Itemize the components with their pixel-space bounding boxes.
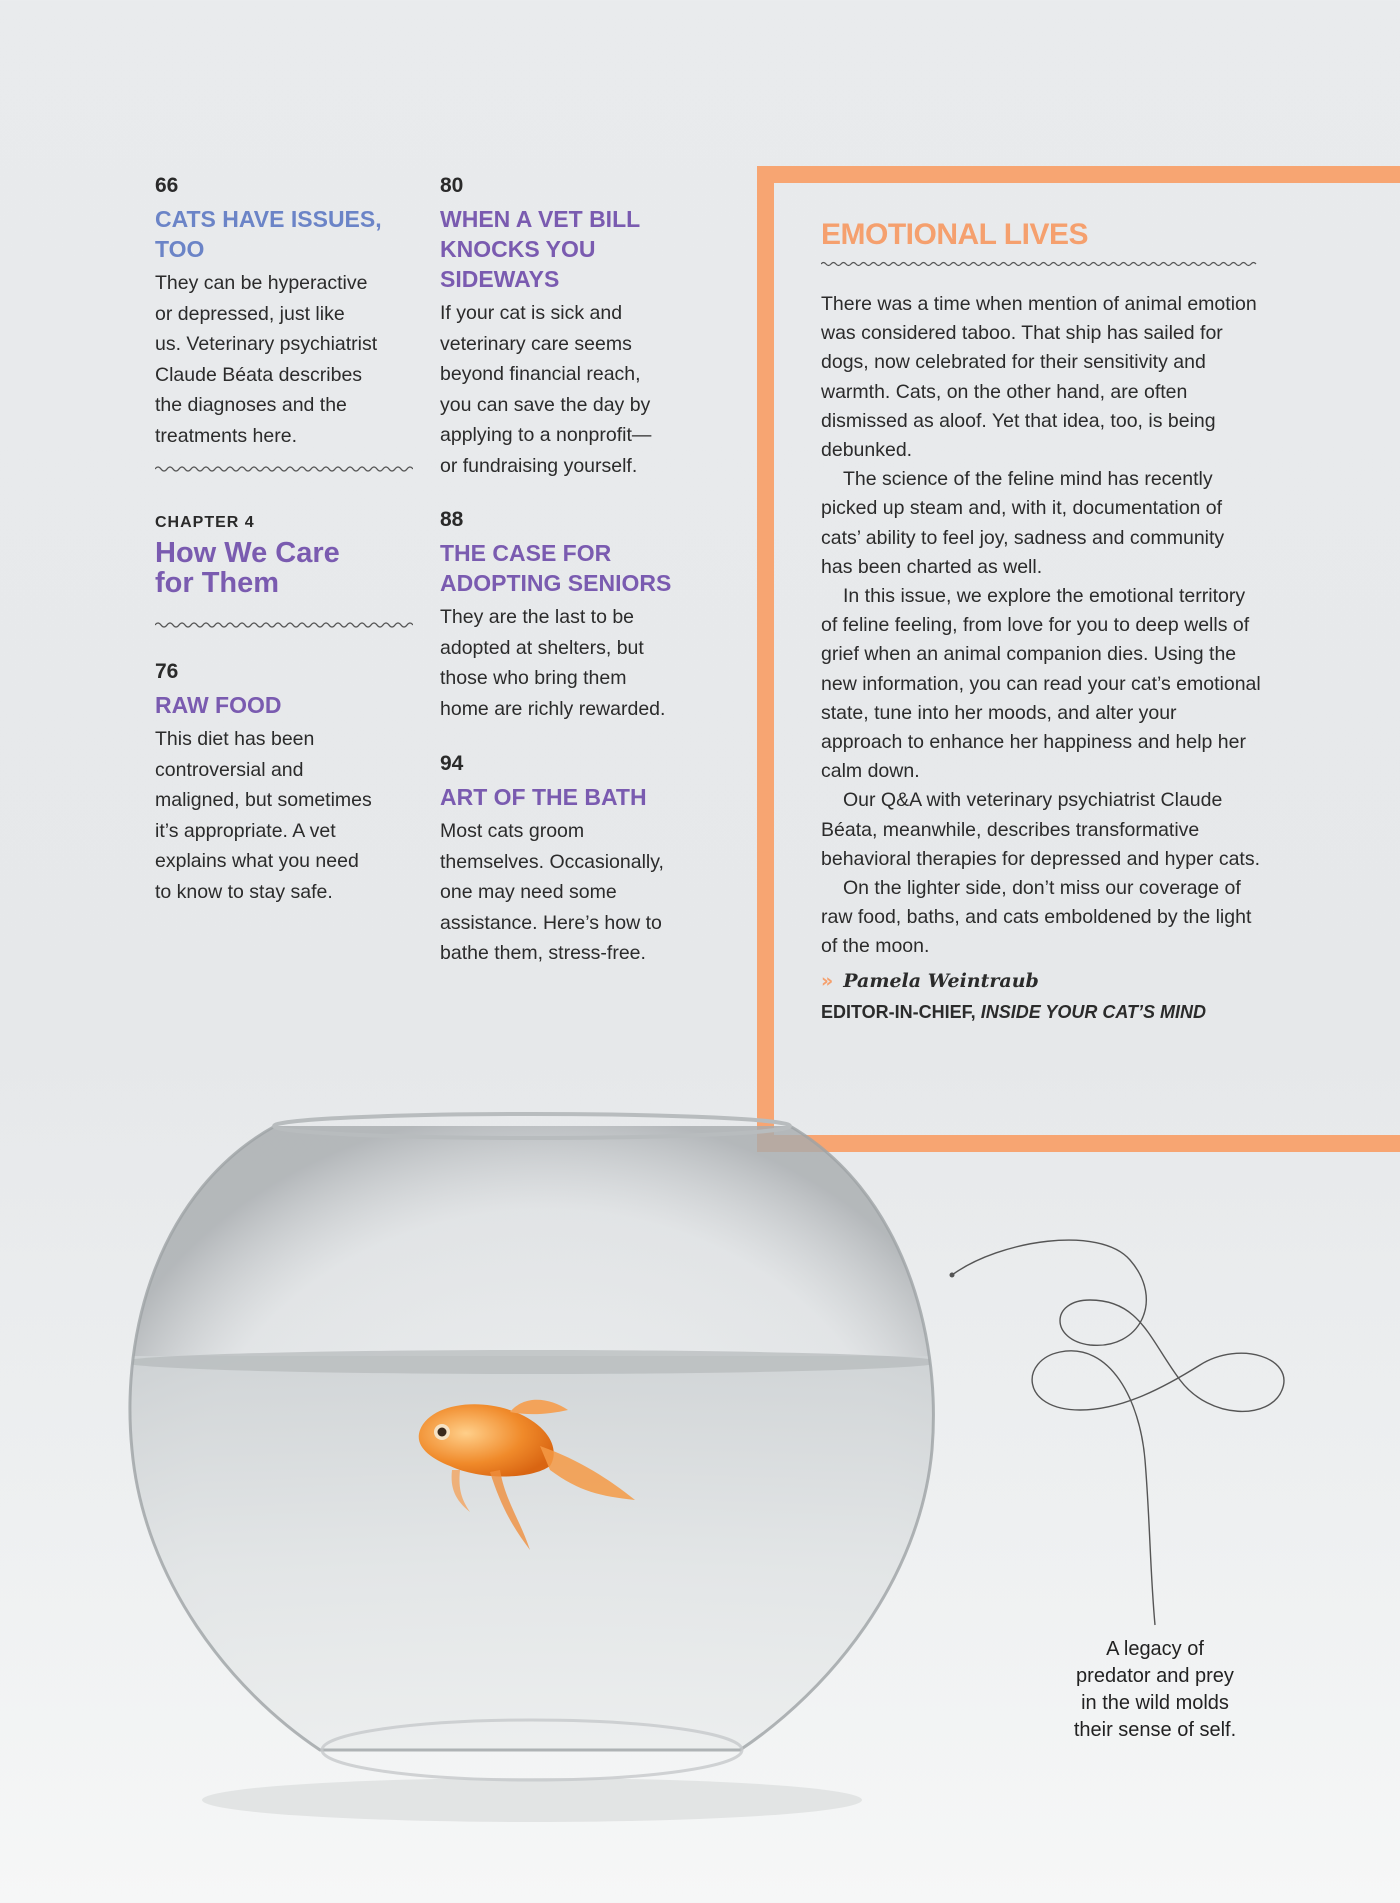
- entry-description: They can be hyperactive or depressed, just like us. Veterinary psychiatrist Claude Béata describes the diagnoses and the treatments here.: [155, 272, 378, 447]
- entry-description: They are the last to be adopted at shelters, but those who bring them home are richly rewarded.: [440, 606, 666, 720]
- entry-title: ART OF THE BATH: [440, 784, 647, 810]
- signature: [821, 970, 1261, 992]
- toc-entry-76[interactable]: [155, 660, 415, 907]
- image-caption: A legacy of predator and prey in the wild molds their sense of self.: [1073, 1638, 1237, 1741]
- editorial-paragraph: In this issue, we explore the emotional territory of feline feeling, from love for you to deep wells of grief when an animal companion dies. Using the new information, you can read your cat’s emotional state, tune into her moods, and alter your approach to enhance her happiness and help her calm down.: [821, 585, 1261, 783]
- entry-title: RAW FOOD: [155, 692, 282, 718]
- wavy-divider: [155, 620, 413, 630]
- signature-name: Pamela Weintraub: [843, 969, 1039, 992]
- entry-description: If your cat is sick and veterinary care seems beyond financial reach, you can save the day by applying to a nonprofit— or fundraising yourself.: [440, 302, 652, 477]
- editorial-title: EMOTIONAL LIVES: [821, 218, 1088, 251]
- wavy-divider: [821, 260, 1269, 268]
- entry-title: THE CASE FOR ADOPTING SENIORS: [440, 540, 672, 596]
- entry-title: WHEN A VET BILL KNOCKS YOU SIDEWAYS: [440, 206, 641, 292]
- editorial-paragraph: Our Q&A with veterinary psychiatrist Claude Béata, meanwhile, describes transformative behavioral therapies for depressed and hyper cats.: [821, 789, 1261, 870]
- page-number: 66: [155, 174, 179, 197]
- editorial-paragraph: The science of the feline mind has recently picked up steam and, with it, documentation of cats’ ability to feel joy, sadness and community has been charted as well.: [821, 468, 1225, 578]
- entry-description: This diet has been controversial and maligned, but sometimes it’s appropriate. A vet explains what you need to know to stay safe.: [155, 728, 372, 903]
- editorial-paragraph: There was a time when mention of animal emotion was considered taboo. That ship has sailed for dogs, now celebrated for their sensitivity and warmth. Cats, on the other hand, are often dismissed as aloof. Yet that idea, too, is being debunked.: [821, 293, 1257, 462]
- chapter-label: CHAPTER 4: [155, 514, 255, 531]
- toc-entry-66[interactable]: [155, 174, 415, 451]
- toc-entry-80[interactable]: [440, 174, 710, 481]
- signature-role: EDITOR-IN-CHIEF, INSIDE YOUR CAT’S MIND: [821, 1001, 1207, 1022]
- goldfish-bowl-image: [120, 1110, 970, 1830]
- entry-title: CATS HAVE ISSUES, TOO: [155, 206, 382, 262]
- editorial-body: [821, 290, 1261, 962]
- page-number: 80: [440, 174, 464, 197]
- page-number: 76: [155, 660, 179, 683]
- chapter-heading: [155, 514, 340, 598]
- editorial-paragraph: On the lighter side, don’t miss our coverage of raw food, baths, and cats emboldened by the light of the moon.: [821, 877, 1252, 958]
- toc-entry-94[interactable]: [440, 752, 710, 969]
- chevron-right-icon: »: [821, 969, 834, 992]
- toc-entry-88[interactable]: [440, 508, 710, 724]
- wavy-divider: [155, 464, 413, 474]
- string-line-illustration: [940, 1230, 1300, 1630]
- editorial-letter: [821, 218, 1261, 1023]
- page-number: 88: [440, 508, 464, 531]
- page-number: 94: [440, 752, 464, 775]
- entry-description: Most cats groom themselves. Occasionally, one may need some assistance. Here’s how to bathe them, stress-free.: [440, 820, 664, 964]
- chapter-title: How We Care for Them: [155, 537, 340, 599]
